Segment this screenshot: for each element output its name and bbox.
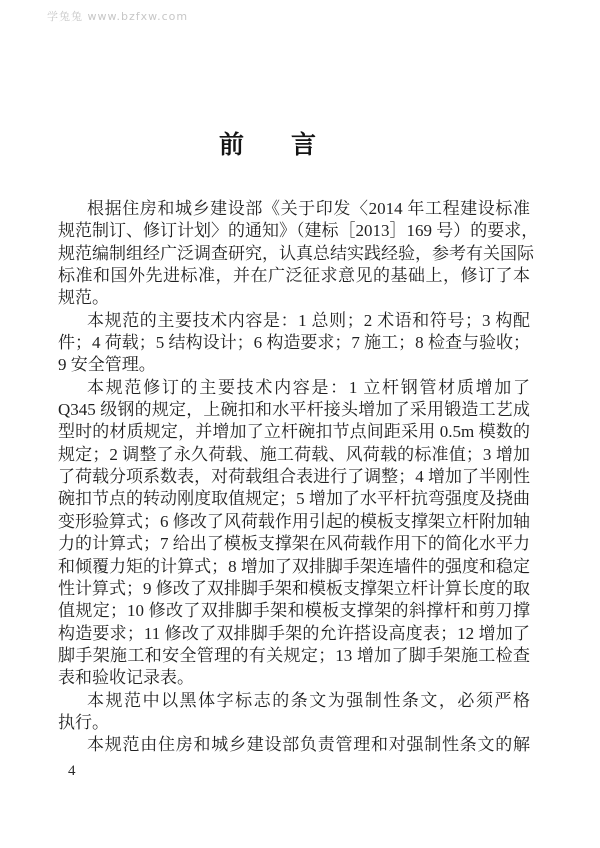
text-line: 件；4 荷载；5 结构设计；6 构造要求；7 施工；8 检查与验收； [58, 333, 530, 353]
text-line: 变形验算式；6 修改了风荷载作用引起的模板支撑架立杆附加轴 [58, 511, 530, 531]
text-line: 本规范的主要技术内容是：1 总则；2 术语和符号；3 构配 [87, 310, 530, 330]
page-title-char-1: 前 [219, 132, 245, 159]
paragraphs [58, 198, 539, 757]
text-line: 本规范中以黑体字标志的条文为强制性条文，必须严格 [87, 690, 530, 710]
text-line: Q345 级钢的规定，上碗扣和水平杆接头增加了采用锻造工艺成 [58, 400, 530, 420]
text-line: 标准和国外先进标准，并在广泛征求意见的基础上，修订了本 [58, 266, 530, 286]
text-line: 构造要求；11 修改了双排脚手架的允许搭设高度表；12 增加了 [58, 623, 530, 643]
watermark: 学兔兔 www.bzfxw.com [47, 10, 189, 23]
text-line: 规范编制组经广泛调查研究，认真总结实践经验，参考有关国际 [58, 243, 534, 263]
text-line: 和倾覆力矩的计算式；8 增加了双排脚手架连墙件的强度和稳定 [58, 556, 530, 576]
text-line: 了荷载分项系数表，对荷载组合表进行了调整；4 增加了半刚性 [58, 467, 530, 487]
text-line: 值规定；10 修改了双排脚手架和模板支撑架的斜撑杆和剪刀撑 [58, 601, 530, 621]
text-line: 规范。 [58, 288, 109, 308]
text-line: 力的计算式；7 给出了模板支撑架在风荷载作用下的简化水平力 [58, 534, 530, 554]
text-line: 脚手架施工和安全管理的有关规定；13 增加了脚手架施工检查 [58, 645, 530, 665]
text-line: 表和验收记录表。 [58, 668, 194, 688]
page-number: 4 [68, 763, 76, 779]
page-title-char-2: 言 [291, 132, 317, 159]
page-title [219, 132, 316, 160]
text-line: 性计算式；9 修改了双排脚手架和模板支撑架立杆计算长度的取 [58, 578, 530, 598]
text-line: 9 安全管理。 [58, 355, 156, 375]
text-line: 型时的材质规定，并增加了立杆碗扣节点间距采用 0.5m 模数的 [58, 422, 530, 442]
text-line: 碗扣节点的转动刚度取值规定；5 增加了水平杆抗弯强度及挠曲 [58, 489, 530, 509]
text-line: 根据住房和城乡建设部《关于印发〈2014 年工程建设标准 [87, 199, 530, 218]
text-line: 本规范由住房和城乡建设部负责管理和对强制性条文的解 [87, 735, 530, 755]
text-line: 规定；2 调整了永久荷载、施工荷载、风荷载的标准值；3 增加 [58, 444, 530, 464]
text-line: 规范制订、修订计划〉的通知》（建标［2013］169 号）的要求， [58, 221, 539, 241]
text-line: 本规范修订的主要技术内容是：1 立杆钢管材质增加了 [87, 377, 530, 397]
text-line: 执行。 [58, 712, 109, 732]
